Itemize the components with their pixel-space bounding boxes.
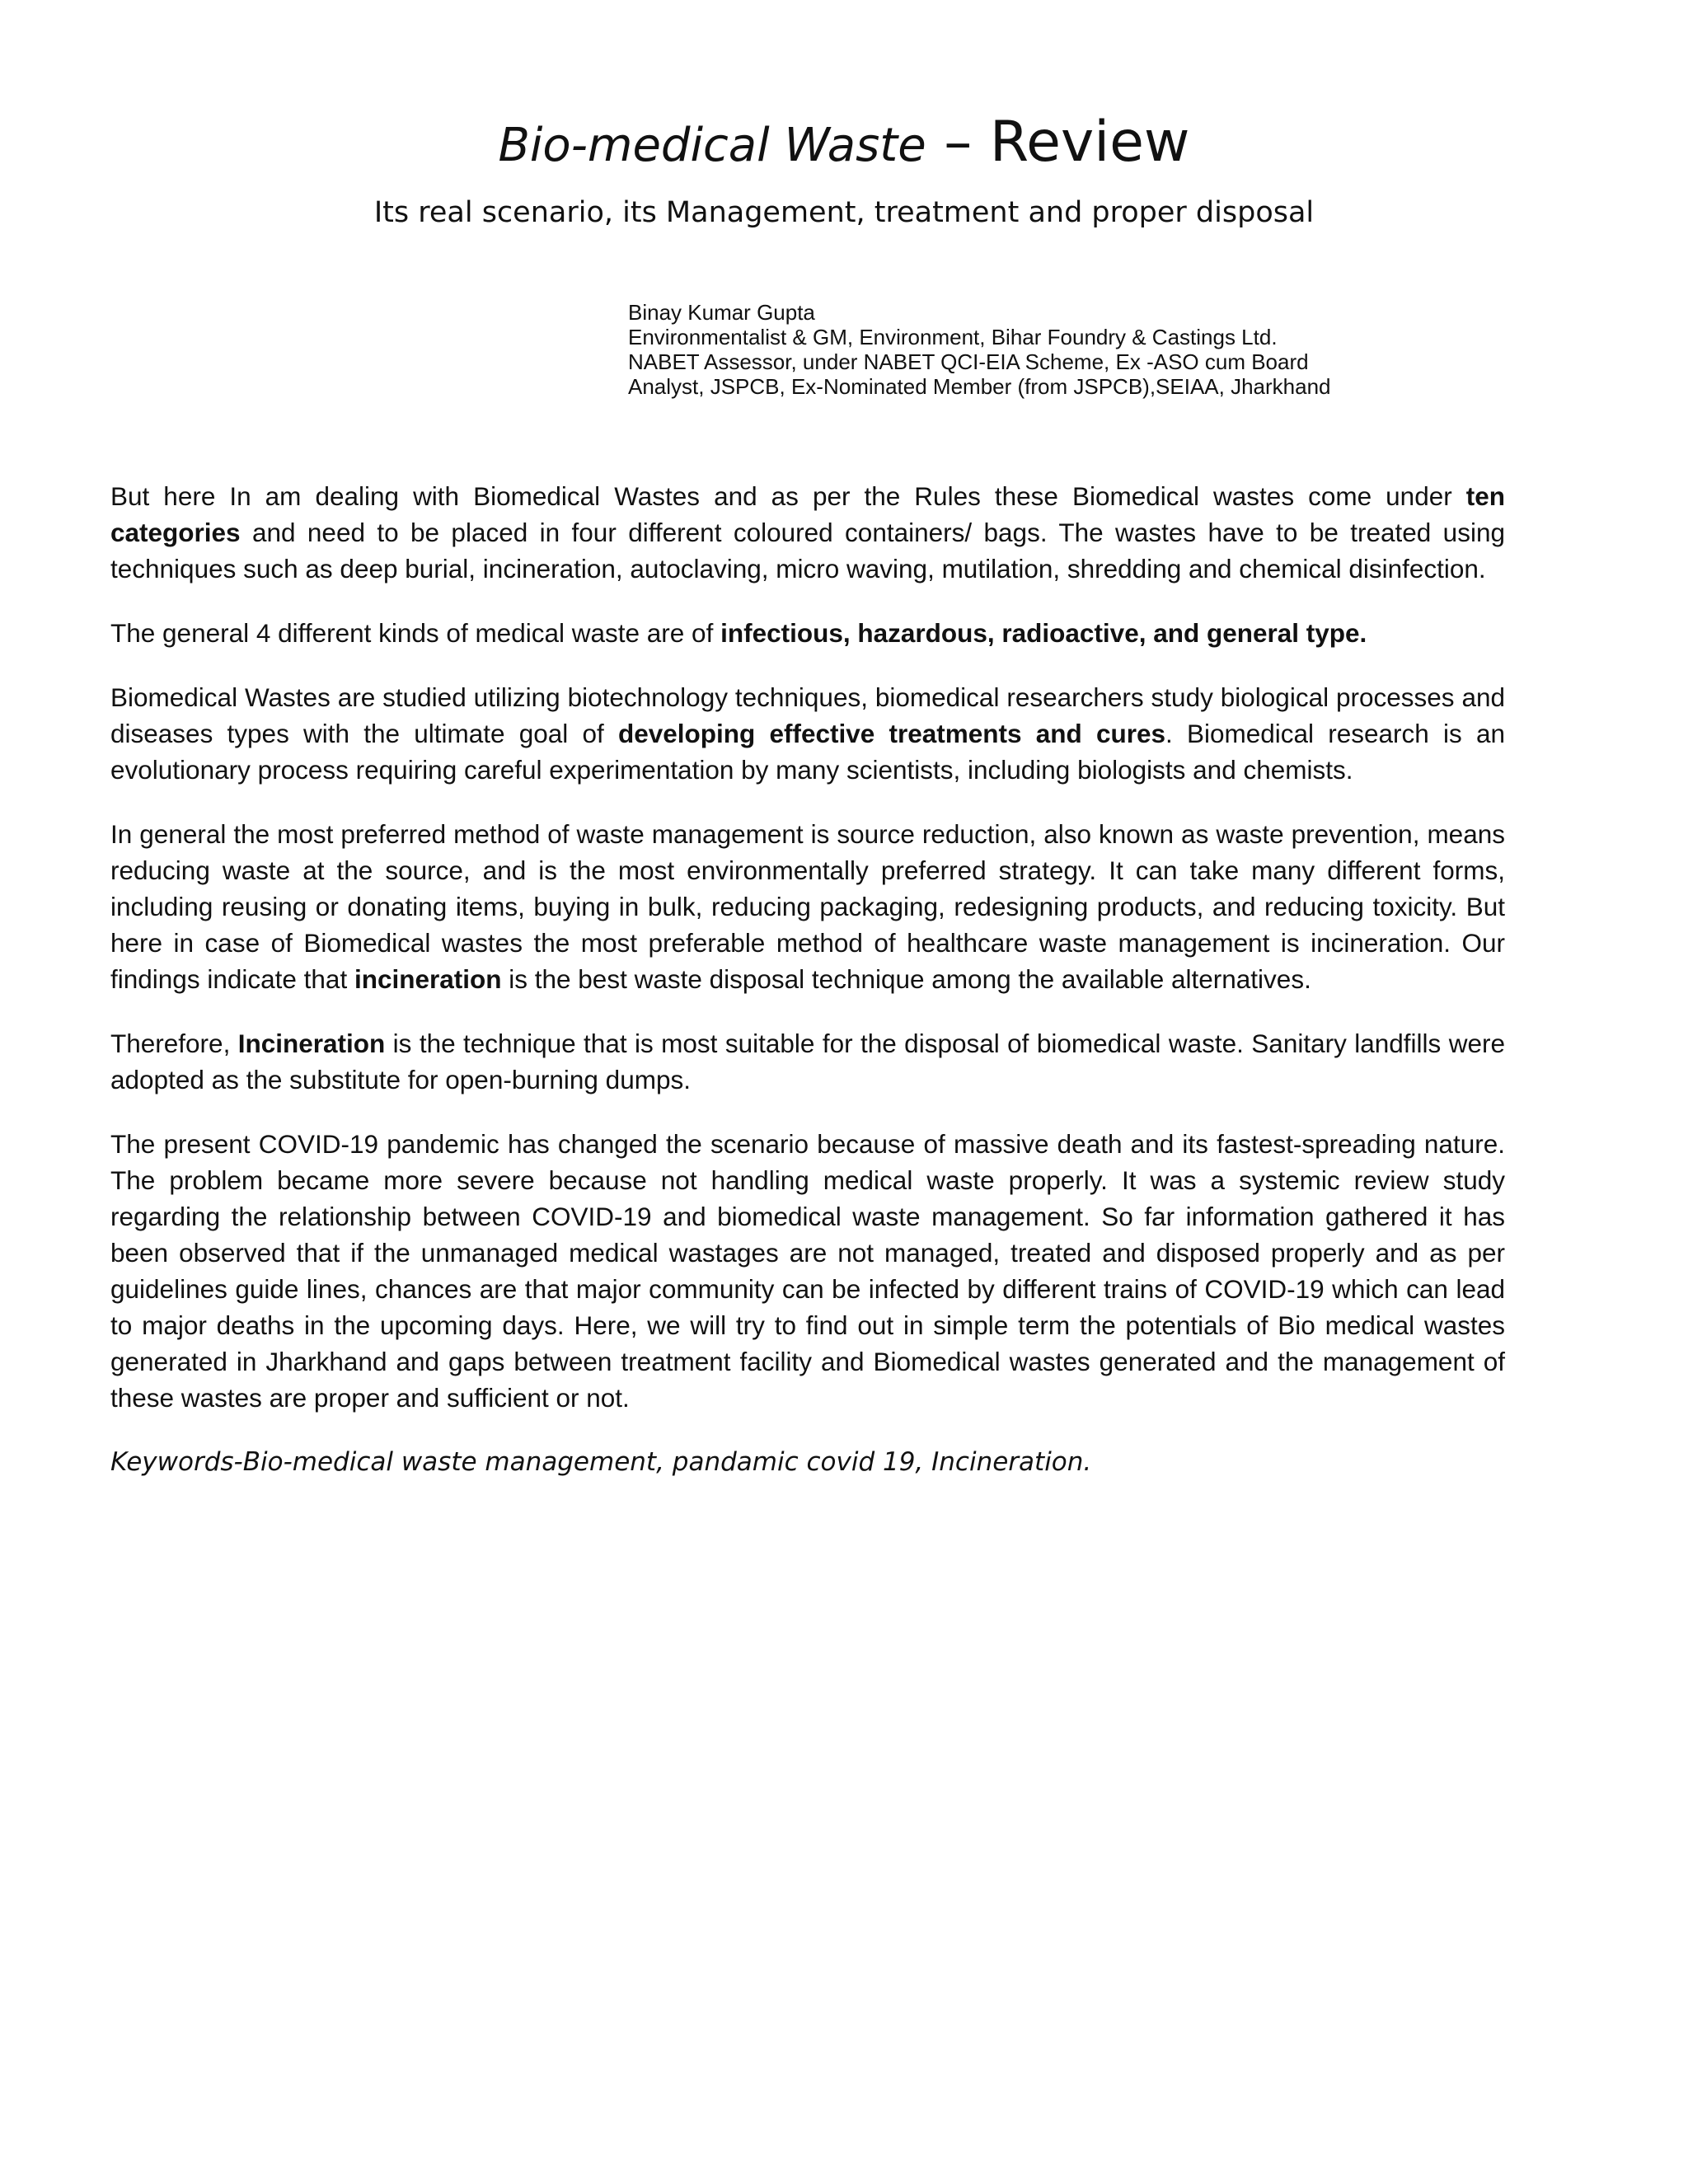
author-name: Binay Kumar Gupta xyxy=(628,300,815,325)
bold-phrase: ten categories xyxy=(110,481,1505,547)
title-review-part: – Review xyxy=(926,110,1190,175)
abstract-body xyxy=(110,478,1505,1508)
paragraph-text: is the technique that is most suitable for the disposal of biomedical waste. Sanitary landfills were adopted as the substitute for open-burning dumps. xyxy=(110,1029,1505,1094)
bold-phrase: Incineration xyxy=(237,1029,386,1058)
paragraph-categories xyxy=(110,478,1505,587)
paragraph-source-reduction xyxy=(110,816,1505,997)
document-subtitle: Its real scenario, its Management, treatment and proper disposal xyxy=(373,196,1315,229)
title-italic-part: Bio-medical Waste xyxy=(498,119,926,172)
paragraph-text: Biomedical Wastes are studied utilizing biotechnology techniques, biomedical researchers study biological processes and diseases types with the ultimate goal of xyxy=(110,682,1505,748)
paragraph-text: In general the most preferred method of waste management is source reduction, also known as waste prevention, means reducing waste at the source, and is the most environmentally preferred strategy. It can take many different forms, including reusing or donating items, buying in bulk, reducing packaging, redesigning products, and reducing toxicity. But here in case of Biomedical wastes the most preferable method of healthcare waste management is incineration. Our findings indicate that xyxy=(110,819,1505,994)
bold-phrase: infectious, hazardous, radioactive, and general type. xyxy=(720,618,1367,648)
keywords-line: Keywords-Bio-medical waste management, pandamic covid 19, Incineration. xyxy=(110,1447,1092,1477)
author-affiliation-2: NABET Assessor, under NABET QCI-EIA Scheme, Ex -ASO cum Board xyxy=(628,349,1309,374)
paragraph-research xyxy=(110,679,1505,788)
paragraph-incineration xyxy=(110,1025,1505,1098)
document-title xyxy=(0,105,1688,183)
paragraph-text: The general 4 different kinds of medical waste are of xyxy=(110,618,721,648)
author-affiliation-3: Analyst, JSPCB, Ex-Nominated Member (from JSPCB),SEIAA, Jharkhand xyxy=(628,374,1331,399)
author-block xyxy=(628,300,1452,399)
paragraph-text: . Biomedical research is an evolutionary process requiring careful experimentation by many scientists, including biologists and chemists. xyxy=(110,719,1506,785)
paragraph-text: Therefore, xyxy=(110,1029,238,1058)
paragraph-covid: The present COVID-19 pandemic has changed the scenario because of massive death and its fastest-spreading nature. The problem became more severe because not handling medical waste properly. It was a systemic review study regarding the relationship between COVID-19 and biomedical waste management. So far information gathered it has been observed that if the unmanaged medical wastages are not managed, treated and disposed properly and as per guidelines guide lines, chances are that major community can be infected by different trains of COVID-19 which can lead to major deaths in the upcoming days. Here, we will try to find out in simple term the potentials of Bio medical wastes generated in Jharkhand and gaps between treatment facility and Biomedical wastes generated and the management of these wastes are proper and sufficient or not. xyxy=(110,1129,1505,1413)
bold-phrase: incineration xyxy=(354,964,502,994)
paragraph-text: But here In am dealing with Biomedical Wastes and as per the Rules these Biomedical wastes come under xyxy=(110,481,1466,511)
paragraph-waste-kinds xyxy=(110,615,1505,651)
paragraph-text: is the best waste disposal technique among the available alternatives. xyxy=(501,964,1311,994)
bold-phrase: developing effective treatments and cures xyxy=(617,719,1166,748)
author-affiliation-1: Environmentalist & GM, Environment, Bihar Foundry & Castings Ltd. xyxy=(628,325,1278,349)
paragraph-text: and need to be placed in four different coloured containers/ bags. The wastes have to be treated using techniques such as deep burial, incineration, autoclaving, micro waving, mutilation, shredding and chemical disinfection. xyxy=(110,518,1505,583)
